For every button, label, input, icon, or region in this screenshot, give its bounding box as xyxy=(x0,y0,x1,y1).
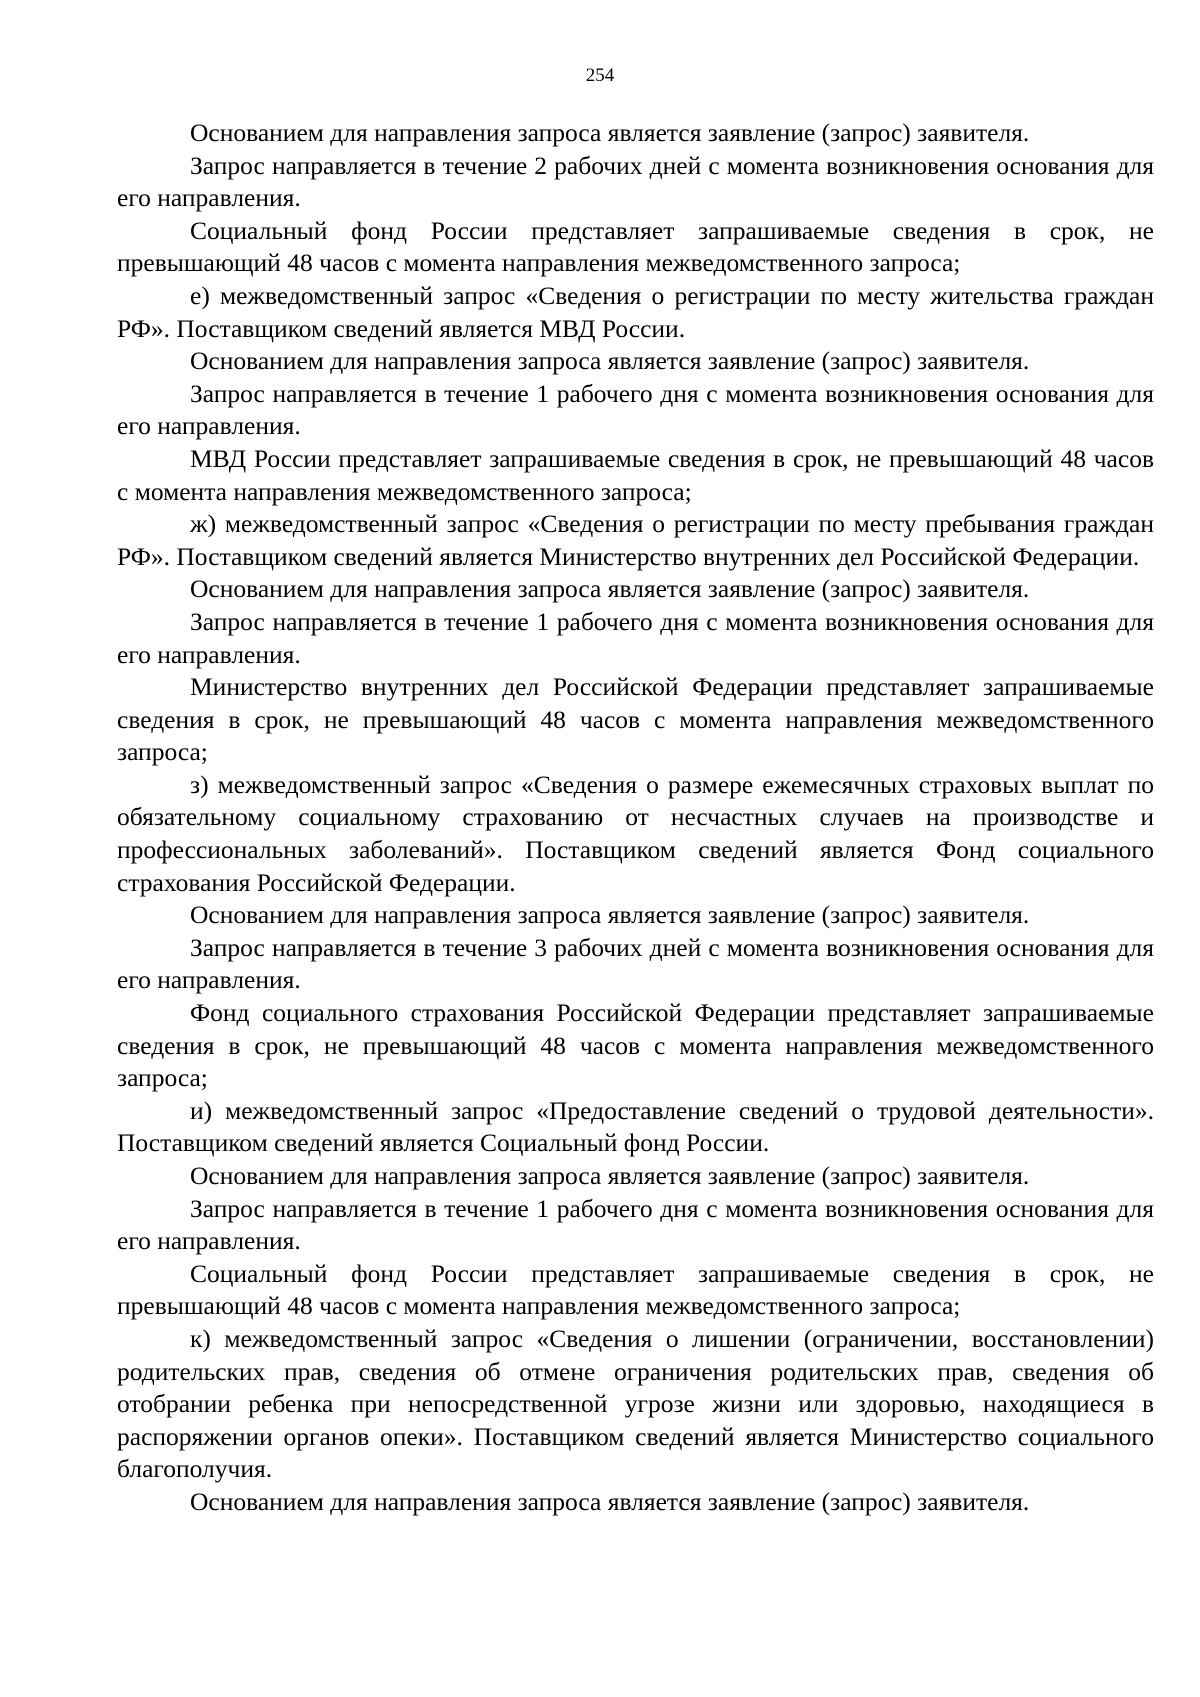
paragraph-basis: Основанием для направления запроса является заявление (запрос) заявителя. xyxy=(190,1161,1030,1190)
paragraph-basis: Основанием для направления запроса является заявление (запрос) заявителя. xyxy=(190,574,1030,604)
document-body xyxy=(117,117,1154,1519)
page-number: 254 xyxy=(585,65,615,86)
paragraph-item-i: и) межведомственный запрос «Предоставление сведений о трудовой деятельности». Поставщиком сведений является Социальный фонд России. xyxy=(117,1095,1154,1158)
paragraph-request-timing: Запрос направляется в течение 1 рабочего дня с момента возникновения основания для его направления. xyxy=(117,606,1154,669)
paragraph-request-timing: Запрос направляется в течение 1 рабочего дня с момента возникновения основания для его направления. xyxy=(117,1193,1154,1256)
paragraph-provider-deadline: Социальный фонд России представляет запрашиваемые сведения в срок, не превышающий 48 часов с момента направления межведомственного запроса; xyxy=(117,1258,1154,1321)
paragraph-basis: Основанием для направления запроса является заявление (запрос) заявителя. xyxy=(190,900,1030,930)
paragraph-request-timing: Запрос направляется в течение 2 рабочих дней с момента возникновения основания для его направления. xyxy=(117,150,1154,213)
paragraph-provider-deadline: Социальный фонд России представляет запрашиваемые сведения в срок, не превышающий 48 часов с момента направления межведомственного запроса; xyxy=(117,215,1154,278)
paragraph-provider-deadline: Министерство внутренних дел Российской Федерации представляет запрашиваемые сведения в срок, не превышающий 48 часов с момента направления межведомственного запроса; xyxy=(117,672,1154,767)
paragraph-item-z: з) межведомственный запрос «Сведения о размере ежемесячных страховых выплат по обязательному социальному страхованию от несчастных случаев на производстве и профессиональных заболеваний». Поставщиком сведений является Фонд социального страхования Российской Федерации. xyxy=(117,769,1154,897)
paragraph-basis: Основанием для направления запроса является заявление (запрос) заявителя. xyxy=(190,346,1030,376)
paragraph-request-timing: Запрос направляется в течение 3 рабочих дней с момента возникновения основания для его направления. xyxy=(117,932,1154,995)
paragraph-item-k: к) межведомственный запрос «Сведения о лишении (ограничении, восстановлении) родительских прав, сведения об отмене ограничения родительских прав, сведения об отобрании ребенка при непосредственной угрозе жизни или здоровью, находящиеся в распоряжении органов опеки». Поставщиком сведений является Министерство социального благополучия. xyxy=(117,1323,1154,1484)
paragraph-request-timing: Запрос направляется в течение 1 рабочего дня с момента возникновения основания для его направления. xyxy=(117,378,1154,441)
paragraph-item-zh: ж) межведомственный запрос «Сведения о регистрации по месту пребывания граждан РФ». Поставщиком сведений является Министерство внутренних дел Российской Федерации. xyxy=(117,509,1154,571)
paragraph-provider-deadline: МВД России представляет запрашиваемые сведения в срок, не превышающий 48 часов с момента направления межведомственного запроса; xyxy=(117,443,1154,506)
paragraph-item-e: е) межведомственный запрос «Сведения о регистрации по месту жительства граждан РФ». Поставщиком сведений является МВД России. xyxy=(117,280,1154,343)
paragraph-basis: Основанием для направления запроса является заявление (запрос) заявителя. xyxy=(190,1486,1030,1516)
paragraph-provider-deadline: Фонд социального страхования Российской Федерации представляет запрашиваемые сведения в срок, не превышающий 48 часов с момента направления межведомственного запроса; xyxy=(117,998,1154,1093)
paragraph-basis: Основанием для направления запроса является заявление (запрос) заявителя. xyxy=(190,118,1030,147)
